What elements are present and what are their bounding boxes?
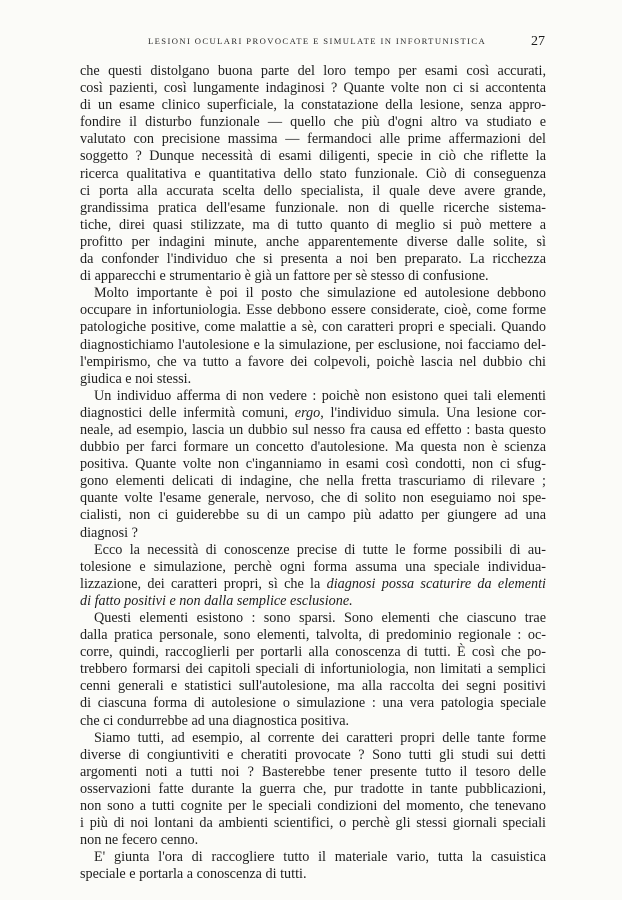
text-line: ci porta alla accurata scelta dello specialista, il quale deve avere grande, <box>80 182 546 199</box>
text-line: soggetto ? Dunque necessità di esami diligenti, specie in ciò che riflette la <box>80 148 546 165</box>
text-line: non sono a tutti cognite per le speciali condizioni del momento, che tenevano <box>80 798 546 815</box>
text-line: di fatto positivi e non dalla semplice esclusione. <box>80 592 353 609</box>
text-line: Questi elementi esistono : sono sparsi. Sono elementi che ciascuno trae <box>94 610 546 626</box>
text-line: di un esame clinico superficiale, la constatazione della lesione, senza appro- <box>80 97 546 114</box>
text-line: di apparecchi e strumentario è già un fattore per sè stesso di confusione. <box>80 268 489 285</box>
text-line: dubbio per farci formare un concetto d'autolesione. Ma questa non è scienza <box>80 439 546 456</box>
text-line: cenni generali e statistici sull'autolesione, ma alla raccolta dei segni positivi <box>80 678 546 695</box>
text-line: Molto importante è poi il posto che simulazione ed autolesione debbono <box>94 285 546 302</box>
text-line: quante volte l'esame generale, nervoso, che di solito non eseguiamo noi spe- <box>80 490 546 507</box>
text-line: E' giunta l'ora di raccogliere tutto il materiale vario, tutta la casuistica <box>94 849 546 866</box>
text-line: diverse di congiuntiviti e cheratiti provocate ? Sono tutti gli studi sui detti <box>80 746 546 763</box>
text-line: giudica e noi stessi. <box>80 370 192 387</box>
body-text <box>80 63 546 884</box>
text-line: tolesione e simulazione, perchè ogni forma assuma una speciale individua- <box>80 558 546 575</box>
text-line: grandissima pratica dell'esame funzionale. non di quelle ricerche sistema- <box>80 199 546 216</box>
text-line: non ne fecero cenno. <box>80 832 199 849</box>
text-line: osservazioni fatte durante la guerra che, pur tradotte in tante pubblicazioni, <box>80 780 546 797</box>
text-line: gono elementi delicati di indagine, che nella fretta trascuriamo di rilevare ; <box>80 473 546 490</box>
text-line: trebbero formarsi dei capitoli speciali di infortuniologia, non limitati a semplici <box>80 661 546 678</box>
running-head <box>0 34 622 50</box>
text-line: l'empirismo, che va tutto a favore dei colpevoli, poichè lascia nel dubbio chi <box>80 353 546 370</box>
text-line: diagnostichiamo l'autolesione e la simulazione, per esclusione, noi facciamo del- <box>80 336 546 353</box>
page-number: 27 <box>531 34 545 49</box>
text-line: così pazienti, così lungamente indaginosi ? Quante volte non ci si accontenta <box>80 80 546 97</box>
text-line: che questi distolgano buona parte del loro tempo per esami così accurati, <box>80 63 546 79</box>
text-line: fondire il disturbo funzionale — quello che più d'ogni altro va studiato e <box>80 114 546 131</box>
text-line: cialisti, non ci guiderebbe su di un campo più adatto per giungere ad una <box>80 507 546 524</box>
text-line: diagnostici delle infermità comuni, ergo, l'individuo simula. Una lesione cor- <box>80 404 546 421</box>
text-line: patologiche positive, come malattie a sè, con caratteri propri e speciali. Quando <box>80 319 546 336</box>
text-line: ricerca qualitativa e quantitativa dello stato funzionale. Ciò di conseguenza <box>80 165 546 182</box>
text-line: neale, ad esempio, lascia un dubbio sul nesso fra causa ed effetto : basta questo <box>80 421 546 438</box>
text-line: Ecco la necessità di conoscenze precise di tutte le forme possibili di au- <box>94 541 546 558</box>
text-line: speciale e portarla a conoscenza di tutti. <box>80 866 307 883</box>
text-line: positiva. Quante volte non c'inganniamo in esami così condotti, non ci sfug- <box>80 456 546 473</box>
text-line: di ciascuna forma di autolesione o simulazione : una vera patologia speciale <box>80 695 546 712</box>
text-line: tiche, direi quasi stilizzate, ma di tutto quanto di meglio si può mettere a <box>80 216 546 233</box>
text-line: lizzazione, dei caratteri propri, sì che la diagnosi possa scaturire da elementi <box>80 575 546 592</box>
running-title: LESIONI OCULARI PROVOCATE E SIMULATE IN INFORTUNISTICA <box>148 36 487 46</box>
text-line: da confonder l'individuo che si presenta a noi ben preparato. La ricchezza <box>80 251 546 268</box>
text-line: argomenti noti a tutti noi ? Basterebbe tener presente tutto il tesoro delle <box>80 763 546 780</box>
text-line: dalla pratica personale, sono elementi, talvolta, di predominio regionale : oc- <box>80 627 546 644</box>
text-line: Un individuo afferma di non vedere : poichè non esistono quei tali elementi <box>94 387 546 404</box>
text-line: profitto per indagini minute, anche apparentemente diverse dalle solite, sì <box>80 233 546 250</box>
text-line: valutato con precisione massima — fermandoci alle prime affermazioni del <box>80 131 546 148</box>
text-line: che ci condurrebbe ad una diagnostica positiva. <box>80 712 350 729</box>
text-line: diagnosi ? <box>80 524 138 541</box>
text-line: occupare in infortuniologia. Esse debbono essere considerate, cioè, come forme <box>80 302 546 319</box>
text-line: Siamo tutti, ad esempio, al corrente dei caratteri propri delle tante forme <box>94 729 546 746</box>
text-line: corre, quindi, raccoglierli per portarli alla conoscenza di tutti. È così che po- <box>80 644 546 661</box>
text-line: i più di noi lontani da ambienti scientifici, o perchè gli stessi giornali speciali <box>80 815 546 832</box>
